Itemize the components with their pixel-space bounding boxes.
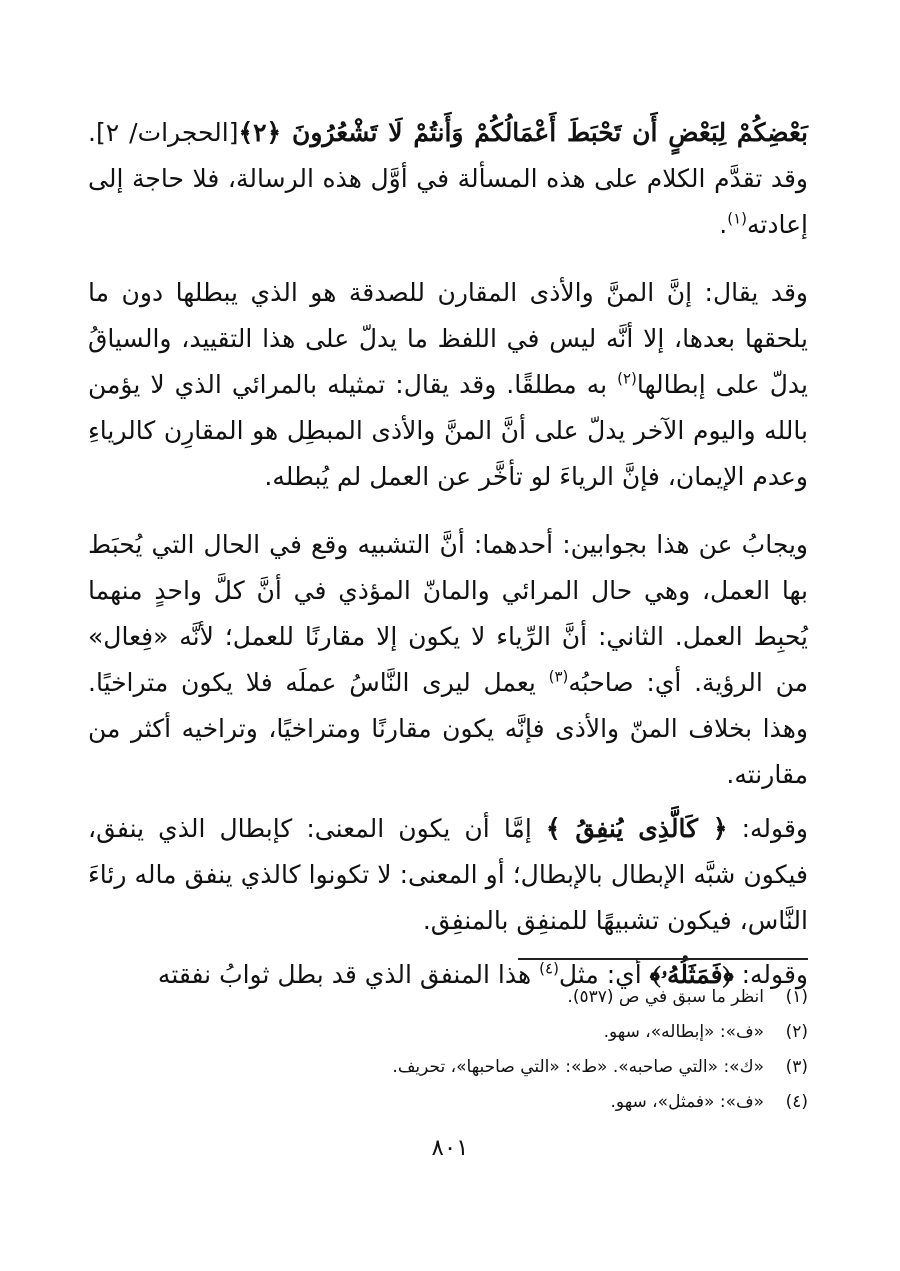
quran-verse: ﴿ كَالَّذِى يُنفِقُ ﴾ (545, 814, 728, 843)
quran-verse: بَعْضِكُمْ لِبَعْضٍ أَن تَحْبَطَ أَعْمَالُكُمْ وَأَنتُمْ لَا تَشْعُرُونَ ﴿٢﴾ (238, 118, 808, 147)
footnote-text: «ك»: «التي صاحبه». «ط»: «التي صاحبها»، تحريف. (392, 1057, 764, 1077)
text-segment: ويجابُ عن هذا بجوابين: أحدهما: أنَّ التشبيه وقع في الحال التي يُحبَط بها العمل، وهي حال المرائي والمانّ المؤذي في أنَّ كلَّ واحدٍ منهما يُحبِط العمل. الثاني: أنَّ الرِّياء لا يكون إلا مقارنًا للعمل؛ لأنَّه «فِعال» من الرؤية. أي: صاحبُه (88, 530, 808, 697)
footnote-text: «ف»: «فمثل»، سهو. (610, 1092, 764, 1112)
footnote-ref-3: (٣) (548, 667, 569, 686)
footnote-2 (88, 1015, 808, 1050)
footnote-1 (88, 980, 808, 1015)
footnote-4 (88, 1085, 808, 1120)
text-segment: إمَّا أن يكون المعنى: كإبطال الذي ينفق، فيكون شبَّه الإبطال بالإبطال؛ أو المعنى: لا تكونوا كالذي ينفق ماله رئاءَ النَّاس، فيكون تشبيهًا للمنفِق بالمنفِق. (88, 814, 808, 935)
footnotes (88, 980, 808, 1120)
paragraph-1 (88, 110, 808, 248)
footnote-number: (٣) (785, 1057, 808, 1077)
text-segment: هذا المنفق الذي قد بطل ثوابُ نفقته (157, 960, 540, 989)
text-segment: أي: مثل (558, 960, 650, 989)
text-segment: يعمل ليرى النَّاسُ عملَه فلا يكون متراخيًا. وهذا بخلاف المنّ والأذى فإنَّه يكون مقارنًا ومتراخيًا، وتراخيه أكثر من مقارنته. (88, 668, 808, 789)
paragraph-2 (88, 270, 808, 500)
footnote-ref-2: (٢) (617, 369, 637, 388)
paragraph-4 (88, 806, 808, 944)
text-segment: [الحجرات/ ٢]. وقد تقدَّم الكلام على هذه المسألة في أوَّل هذه الرسالة، فلا حاجة إلى إعادته (88, 118, 808, 239)
paragraph-3 (88, 522, 808, 798)
text-segment: وقد يقال: إنَّ المنَّ والأذى المقارن للصدقة هو الذي يبطلها دون ما يلحقها بعدها، إلا أنَّه ليس في اللفظ ما يدلّ على هذا التقييد، والسياقُ يدلّ على إبطالها (88, 278, 808, 399)
page-number: ٨٠١ (431, 1135, 469, 1161)
text-segment: . (719, 210, 728, 239)
footnote-ref-4: (٤) (539, 959, 559, 978)
footnote-3 (88, 1050, 808, 1085)
quran-verse: ﴿فَمَثَلُهُۥ﴾ (649, 960, 734, 989)
body-text (88, 110, 808, 998)
footnote-text: «ف»: «إبطاله»، سهو. (603, 1022, 764, 1042)
footnote-ref-1: (١) (727, 209, 748, 228)
text-segment: به مطلقًا. وقد يقال: تمثيله بالمرائي الذي لا يؤمن بالله واليوم الآخر يدلّ على أنَّ المنَّ والأذى المبطِل هو المقارِن كالرياءِ وعدم الإيمان، فإنَّ الرياءَ لو تأخَّر عن العمل لم يُبطله. (88, 370, 808, 491)
footnote-separator (518, 958, 808, 960)
text-segment: وقوله: (733, 960, 808, 989)
footnote-text: انظر ما سبق في ص (٥٣٧). (567, 987, 764, 1007)
footnote-number: (٢) (785, 1022, 808, 1042)
footnote-number: (١) (785, 987, 808, 1007)
footnote-number: (٤) (785, 1092, 808, 1112)
text-segment: وقوله: (727, 814, 808, 843)
